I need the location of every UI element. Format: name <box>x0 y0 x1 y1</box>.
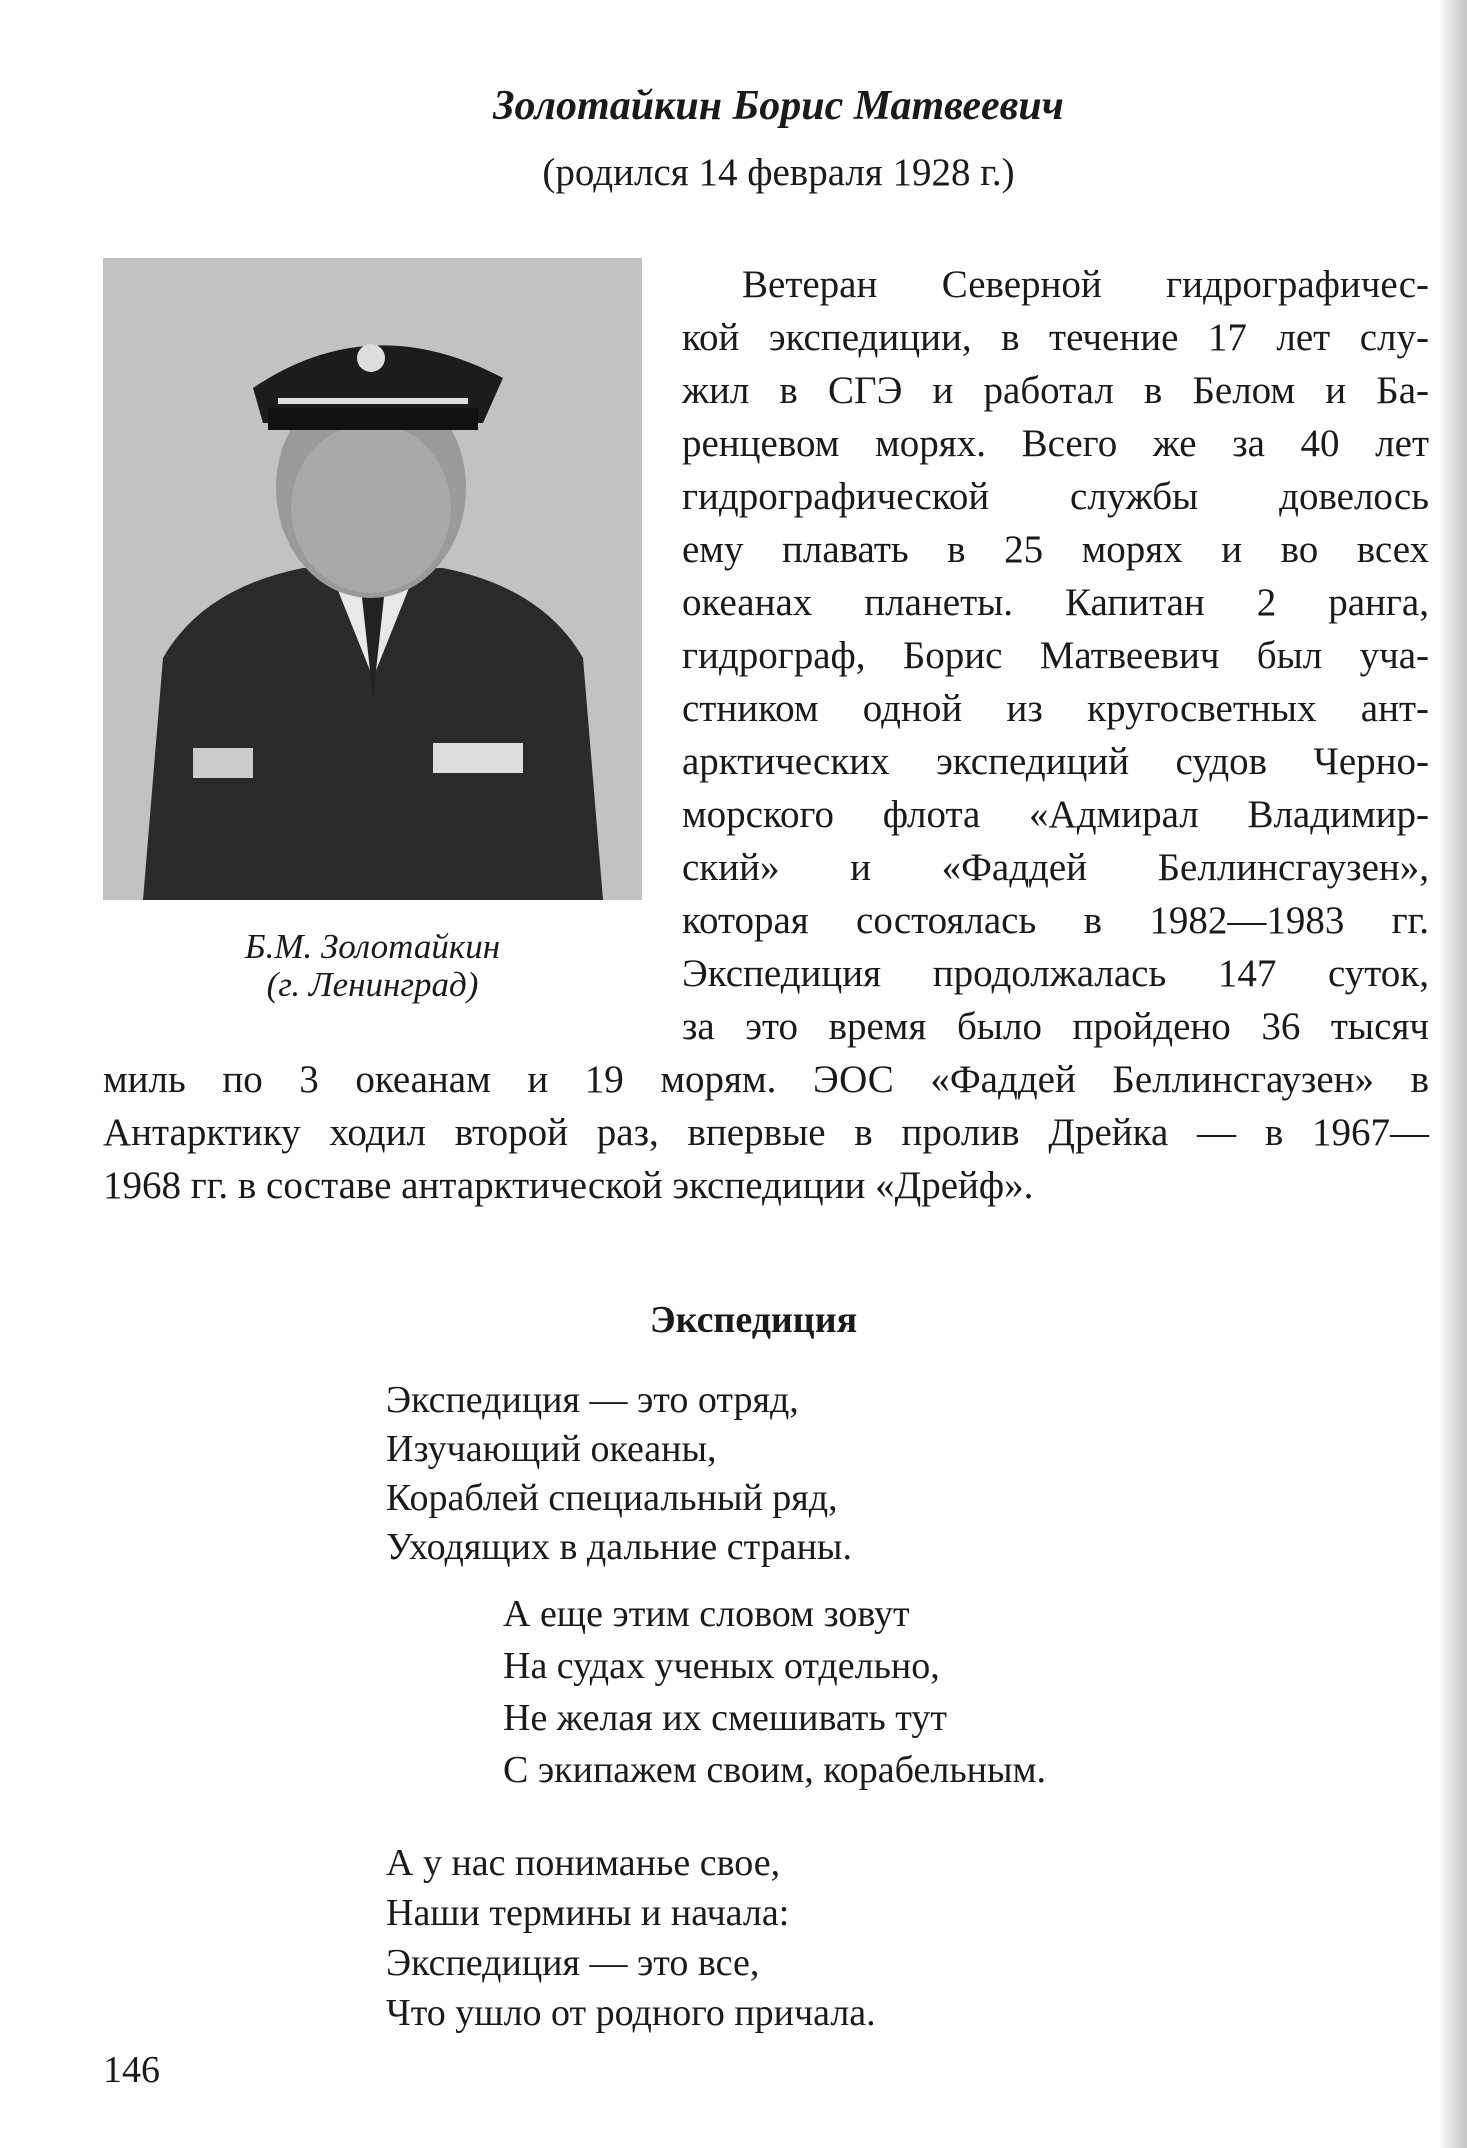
photo-caption <box>103 928 642 1004</box>
body-line: жил в СГЭ и работал в Белом и Ба- <box>682 369 1429 412</box>
page-number: 146 <box>103 2049 160 2091</box>
portrait-photo <box>103 258 642 900</box>
poem-title: Экспедиция <box>649 1299 858 1341</box>
body-line: за это время было пройдено 36 тысяч <box>682 1005 1429 1048</box>
poem-stanza-3 <box>386 1838 876 2038</box>
body-line: стником одной из кругосветных ант- <box>682 687 1429 730</box>
person-name-title: Золотайкин Борис Матвеевич <box>493 83 1064 129</box>
body-line: ренцевом морях. Всего же за 40 лет <box>682 422 1429 465</box>
poem-line: Что ушло от родного причала. <box>386 1992 876 2034</box>
page-edge-shadow <box>1439 0 1467 2148</box>
caption-city: (г. Ленинград) <box>266 965 479 1004</box>
poem-line: Экспедиция — это отряд, <box>386 1379 799 1421</box>
body-line: гидрограф, Борис Матвеевич был уча- <box>682 634 1429 677</box>
body-line: гидрографической службы довелось <box>682 475 1429 518</box>
poem-line: На судах ученых отдельно, <box>503 1645 940 1687</box>
body-line: Ветеран Северной гидрографичес- <box>742 263 1429 306</box>
poem-stanza-1 <box>386 1376 852 1572</box>
body-line: миль по 3 океанам и 19 морям. ЭОС «Фаддей Беллинсгаузен» в <box>103 1058 1429 1101</box>
body-line: морского флота «Адмирал Владимир- <box>682 793 1429 836</box>
poem-line: Наши термины и начала: <box>386 1892 790 1934</box>
body-line: ский» и «Фаддей Беллинсгаузен», <box>682 846 1429 889</box>
poem-stanza-2 <box>503 1588 1046 1796</box>
poem-line: Экспедиция — это все, <box>386 1942 760 1984</box>
body-line: Экспедиция продолжалась 147 суток, <box>682 952 1429 995</box>
poem-line: А еще этим словом зовут <box>503 1593 910 1635</box>
body-line: Антарктику ходил второй раз, впервые в пролив Дрейка — в 1967— <box>103 1111 1429 1154</box>
birth-date-subtitle: (родился 14 февраля 1928 г.) <box>542 151 1015 194</box>
body-line: океанах планеты. Капитан 2 ранга, <box>682 581 1429 624</box>
body-line: которая состоялась в 1982—1983 гг. <box>682 899 1429 942</box>
poem-line: Изучающий океаны, <box>386 1428 717 1470</box>
poem-line: Уходящих в дальние страны. <box>386 1526 852 1568</box>
poem-line: Кораблей специальный ряд, <box>386 1477 838 1519</box>
body-line: ему плавать в 25 морях и во всех <box>682 528 1429 571</box>
caption-name: Б.М. Золотайкин <box>244 927 501 966</box>
poem-line: С экипажем своим, корабельным. <box>503 1749 1047 1791</box>
body-line: 1968 гг. в составе антарктической экспедиции «Дрейф». <box>103 1164 1034 1207</box>
poem-line: А у нас пониманье свое, <box>386 1842 781 1884</box>
body-line: арктических экспедиций судов Черно- <box>682 740 1429 783</box>
body-line: кой экспедиции, в течение 17 лет слу- <box>682 316 1429 359</box>
poem-line: Не желая их смешивать тут <box>503 1697 947 1739</box>
